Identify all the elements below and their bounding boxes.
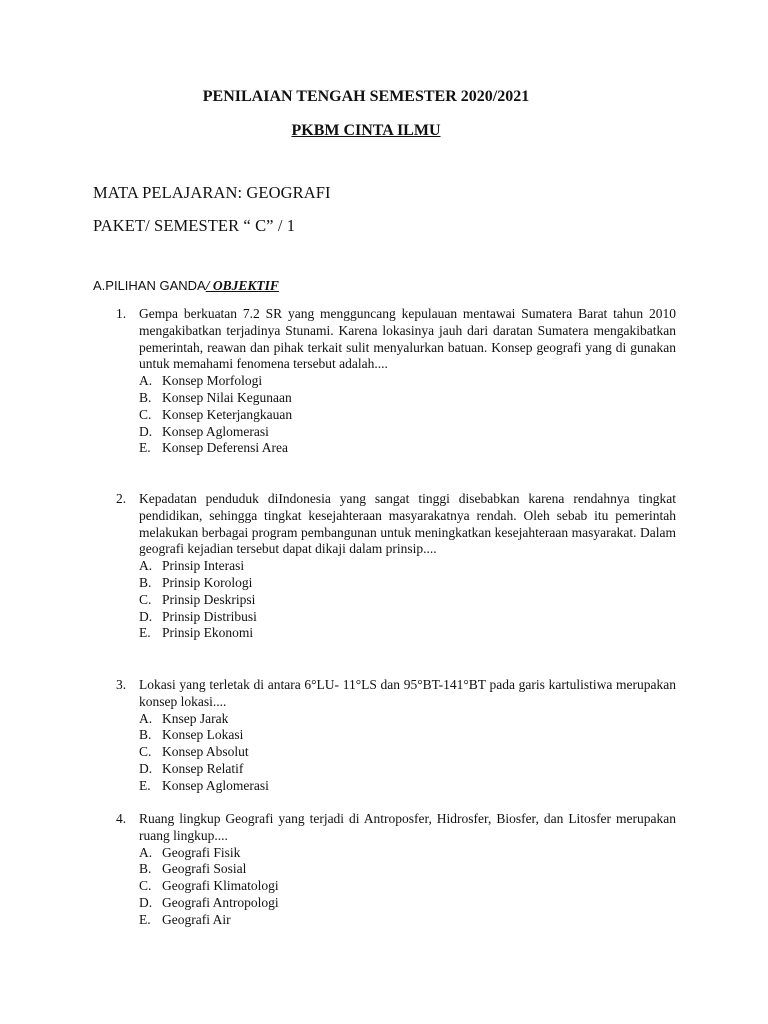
question-3	[116, 677, 676, 795]
option-letter: D.	[139, 760, 153, 776]
option-b	[139, 727, 676, 744]
option-e	[139, 440, 676, 457]
option-text: Prinsip Korologi	[162, 574, 253, 590]
option-letter: C.	[139, 406, 152, 422]
option-letter: B.	[139, 389, 152, 405]
option-c	[139, 744, 676, 761]
option-text: Geografi Sosial	[162, 861, 247, 877]
option-text: Prinsip Interasi	[162, 558, 245, 574]
option-letter: E.	[139, 777, 151, 793]
option-a	[139, 711, 676, 728]
option-letter: E.	[139, 911, 151, 927]
question-text: Gempa berkuatan 7.2 SR yang mengguncang kepulauan mentawai Sumatera Barat tahun 2010 mengakibatkan terjadinya Stunami. Karena lokasinya jauh dari daratan Sumatera mengakibatkan pemerintah, reawan dan pihak terkait sulit menyalurkan batuan. Konsep geografi yang di gunakan untuk memahami fenomena tersebut adalah....	[139, 306, 676, 372]
question-2	[116, 491, 676, 642]
option-letter: C.	[139, 744, 152, 760]
section-emphasis: / OBJEKTIF	[205, 278, 279, 293]
option-d	[139, 609, 676, 626]
option-d	[139, 895, 676, 912]
option-letter: A.	[139, 558, 153, 574]
option-e	[139, 778, 676, 795]
option-b	[139, 861, 676, 878]
option-text: Konsep Keterjangkauan	[162, 406, 293, 422]
section-heading	[93, 278, 279, 294]
option-e	[139, 625, 676, 642]
option-letter: D.	[139, 894, 153, 910]
option-text: Prinsip Deskripsi	[162, 591, 256, 607]
option-text: Konsep Nilai Kegunaan	[162, 389, 292, 405]
option-text: Konsep Aglomerasi	[162, 777, 269, 793]
option-text: Prinsip Ekonomi	[162, 625, 254, 641]
option-letter: A.	[139, 373, 153, 389]
question-text: Kepadatan penduduk diIndonesia yang sangat tinggi disebabkan karena rendahnya tingkat pendidikan, sehingga tingkat kesejahteraan masyarakatnya rendah. Oleh sebab itu pemerintah melakukan berbagai program pembangunan untuk meningkatkan kesejahteraan masyarakat. Dalam geografi kejadian tersebut dapat dikaji dalam prinsip....	[139, 491, 676, 557]
option-c	[139, 878, 676, 895]
option-list	[139, 711, 676, 795]
option-letter: B.	[139, 727, 152, 743]
option-list	[139, 845, 676, 929]
option-d	[139, 424, 676, 441]
option-b	[139, 575, 676, 592]
question-text: Lokasi yang terletak di antara 6°LU- 11°LS dan 95°BT-141°BT pada garis kartulistiwa merupakan konsep lokasi....	[139, 677, 676, 709]
option-text: Geografi Fisik	[162, 844, 241, 860]
question-4	[116, 811, 676, 929]
option-list	[139, 373, 676, 457]
option-letter: D.	[139, 423, 153, 439]
option-text: Konsep Absolut	[162, 744, 249, 760]
option-text: Geografi Antropologi	[162, 894, 279, 910]
option-e	[139, 912, 676, 929]
option-text: Knsep Jarak	[162, 710, 229, 726]
question-number: 4.	[116, 811, 127, 826]
institution-name: PKBM CINTA ILMU	[291, 122, 441, 139]
option-list	[139, 558, 676, 642]
option-letter: C.	[139, 591, 152, 607]
option-a	[139, 845, 676, 862]
option-text: Konsep Morfologi	[162, 373, 263, 389]
subject-line: MATA PELAJARAN: GEOGRAFI	[93, 183, 331, 202]
option-a	[139, 558, 676, 575]
option-d	[139, 761, 676, 778]
option-letter: B.	[139, 574, 152, 590]
question-text: Ruang lingkup Geografi yang terjadi di Antroposfer, Hidrosfer, Biosfer, dan Litosfer merupakan ruang lingkup....	[139, 811, 676, 843]
option-text: Konsep Lokasi	[162, 727, 244, 743]
option-text: Geografi Air	[162, 911, 231, 927]
option-letter: A.	[139, 844, 153, 860]
question-number: 3.	[116, 677, 127, 692]
package-semester-line: PAKET/ SEMESTER “ C” / 1	[93, 216, 296, 235]
option-text: Konsep Aglomerasi	[162, 423, 269, 439]
option-c	[139, 407, 676, 424]
section-label: A.PILIHAN GANDA	[93, 278, 206, 293]
option-letter: A.	[139, 710, 153, 726]
option-letter: B.	[139, 861, 152, 877]
question-number: 1.	[116, 306, 127, 321]
option-letter: E.	[139, 440, 151, 456]
option-b	[139, 390, 676, 407]
question-1	[116, 306, 676, 457]
option-a	[139, 373, 676, 390]
option-c	[139, 592, 676, 609]
page-title: PENILAIAN TENGAH SEMESTER 2020/2021	[202, 88, 530, 105]
option-letter: C.	[139, 878, 152, 894]
option-letter: E.	[139, 625, 151, 641]
option-text: Prinsip Distribusi	[162, 608, 257, 624]
option-text: Geografi Klimatologi	[162, 878, 279, 894]
option-letter: D.	[139, 608, 153, 624]
option-text: Konsep Deferensi Area	[162, 440, 288, 456]
option-text: Konsep Relatif	[162, 760, 244, 776]
question-number: 2.	[116, 491, 127, 506]
